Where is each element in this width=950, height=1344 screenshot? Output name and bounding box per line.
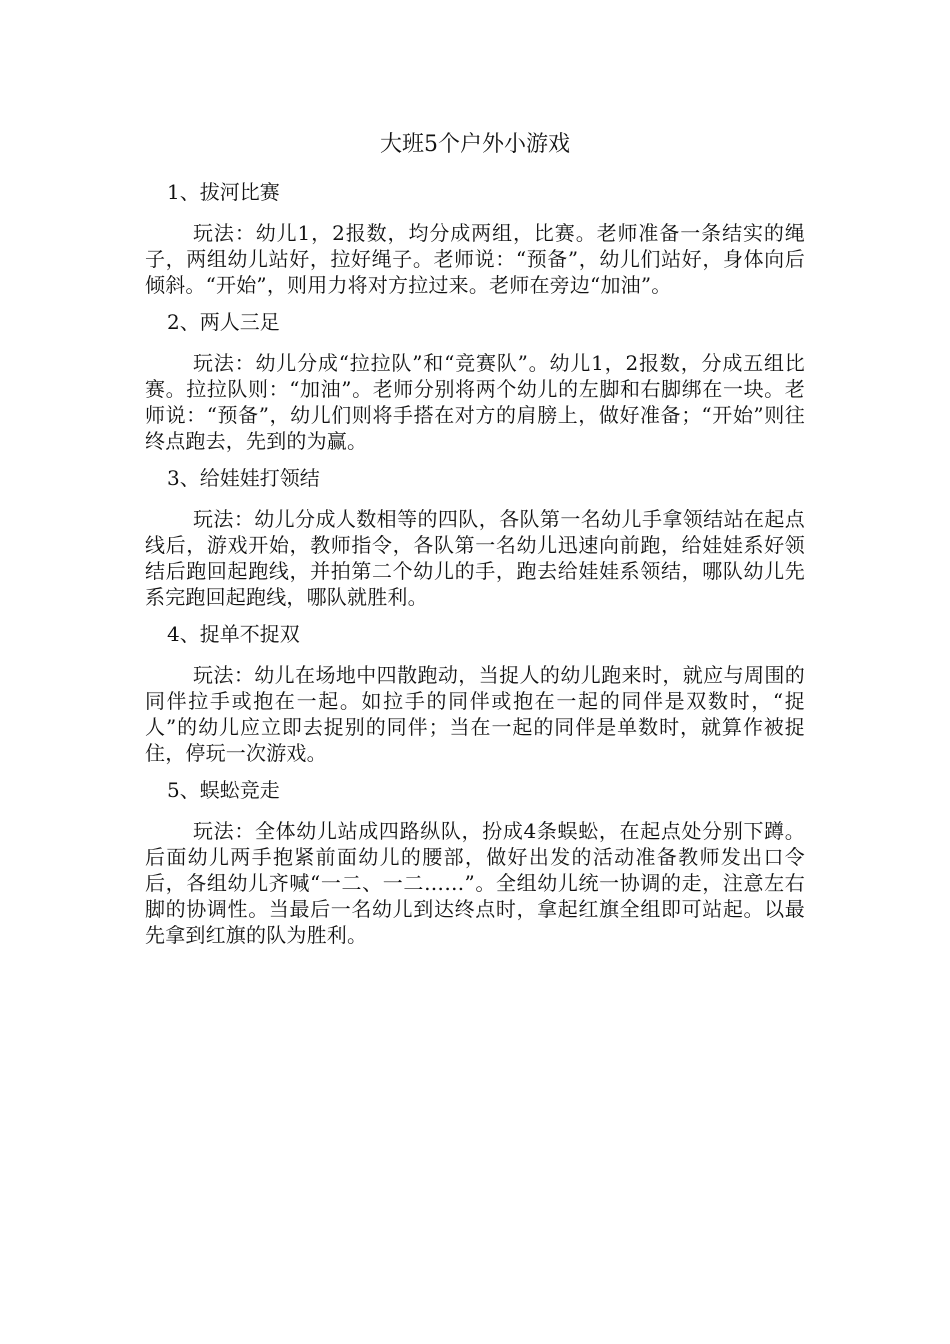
section-doll-bow-tie	[145, 464, 805, 610]
section-three-legged-race	[145, 308, 805, 454]
section-tug-of-war	[145, 178, 805, 298]
section-catch-odd-not-even	[145, 620, 805, 766]
section-heading: 3、给娃娃打领结	[167, 466, 320, 490]
document-page	[145, 130, 805, 958]
section-body: 玩法：幼儿在场地中四散跑动，当捉人的幼儿跑来时，就应与周围的同伴拉手或抱在一起。如拉手的同伴或抱在一起的同伴是双数时，“捉人”的幼儿应立即去捉别的同伴；当在一起的同伴是单数时，就算作被捉住，停玩一次游戏。	[145, 663, 805, 765]
section-heading: 4、捉单不捉双	[167, 622, 300, 646]
section-heading: 5、蜈蚣竞走	[167, 778, 280, 802]
document-title: 大班5个户外小游戏	[380, 132, 570, 157]
section-heading: 2、两人三足	[167, 310, 280, 334]
section-body: 玩法：全体幼儿站成四路纵队，扮成4条蜈蚣，在起点处分别下蹲。后面幼儿两手抱紧前面幼儿的腰部，做好出发的活动准备教师发出口令后，各组幼儿齐喊“一二、一二……”。全组幼儿统一协调的走，注意左右脚的协调性。当最后一名幼儿到达终点时，拿起红旗全组即可站起。以最先拿到红旗的队为胜利。	[145, 819, 805, 947]
section-body: 玩法：幼儿1，2报数，均分成两组，比赛。老师准备一条结实的绳子，两组幼儿站好，拉好绳子。老师说：“预备”，幼儿们站好，身体向后倾斜。“开始”，则用力将对方拉过来。老师在旁边“加油”。	[145, 221, 805, 297]
section-body: 玩法：幼儿分成“拉拉队”和“竞赛队”。幼儿1，2报数，分成五组比赛。拉拉队则：“加油”。老师分别将两个幼儿的左脚和右脚绑在一块。老师说：“预备”，幼儿们则将手搭在对方的肩膀上，做好准备；“开始”则往终点跑去，先到的为赢。	[145, 351, 805, 453]
section-body: 玩法：幼儿分成人数相等的四队，各队第一名幼儿手拿领结站在起点线后，游戏开始，教师指令，各队第一名幼儿迅速向前跑，给娃娃系好领结后跑回起跑线，并拍第二个幼儿的手，跑去给娃娃系领结，哪队幼儿先系完跑回起跑线，哪队就胜利。	[145, 507, 805, 609]
section-centipede-walk	[145, 776, 805, 948]
section-heading: 1、拔河比赛	[167, 180, 280, 204]
